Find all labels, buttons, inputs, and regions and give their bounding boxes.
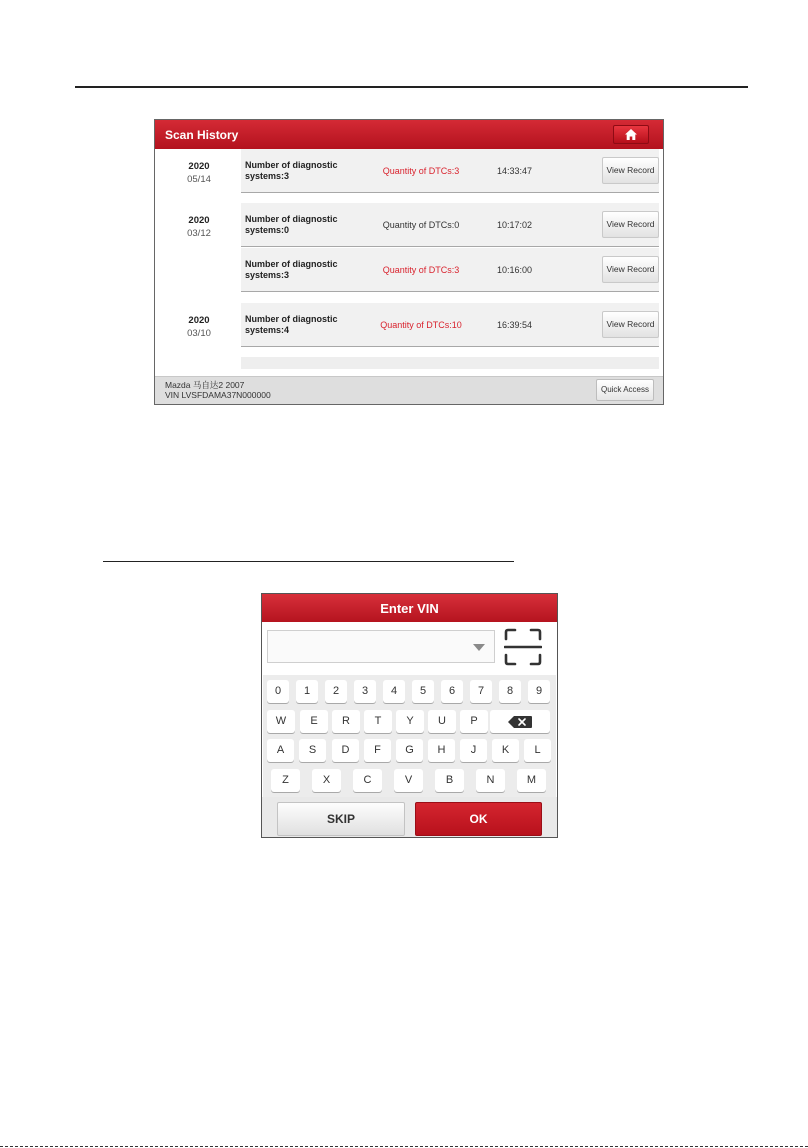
vin-input[interactable] <box>268 631 468 662</box>
key-a[interactable]: A <box>267 739 294 762</box>
home-icon <box>625 129 637 140</box>
vehicle-info <box>165 380 271 400</box>
record-time: 16:39:54 <box>497 320 533 330</box>
view-record-button[interactable]: View Record <box>602 311 659 338</box>
key-m[interactable]: M <box>517 769 546 792</box>
key-h[interactable]: H <box>428 739 455 762</box>
vin-dialog-header <box>262 594 557 622</box>
date-group-1 <box>159 161 239 185</box>
key-u[interactable]: U <box>428 710 456 733</box>
home-button[interactable] <box>613 125 649 144</box>
record-systems: Number of diagnostic systems:3 <box>245 160 338 181</box>
key-v[interactable]: V <box>394 769 423 792</box>
record-systems: Number of diagnostic systems:0 <box>245 214 338 235</box>
key-7[interactable]: 7 <box>470 680 492 703</box>
page-header-rule <box>75 86 748 88</box>
key-1[interactable]: 1 <box>296 680 318 703</box>
key-b[interactable]: B <box>435 769 464 792</box>
vin-dialog-actions <box>262 797 557 837</box>
key-x[interactable]: X <box>312 769 341 792</box>
key-3[interactable]: 3 <box>354 680 376 703</box>
key-w[interactable]: W <box>267 710 295 733</box>
view-record-button[interactable]: View Record <box>602 211 659 238</box>
key-r[interactable]: R <box>332 710 360 733</box>
key-k[interactable]: K <box>492 739 519 762</box>
key-z[interactable]: Z <box>271 769 300 792</box>
key-j[interactable]: J <box>460 739 487 762</box>
backspace-key[interactable] <box>490 710 550 733</box>
key-8[interactable]: 8 <box>499 680 521 703</box>
record-year: 2020 <box>188 215 210 226</box>
vin-dialog-title: Enter VIN <box>380 601 439 616</box>
record-time: 10:17:02 <box>497 220 533 230</box>
record-row <box>241 248 659 292</box>
key-d[interactable]: D <box>332 739 359 762</box>
chevron-down-icon[interactable] <box>473 644 485 651</box>
record-date: 05/14 <box>187 174 211 185</box>
view-record-button[interactable]: View Record <box>602 157 659 184</box>
record-row <box>241 303 659 347</box>
key-4[interactable]: 4 <box>383 680 405 703</box>
record-date: 03/10 <box>187 328 211 339</box>
record-dtcs: Quantity of DTCs:0 <box>382 220 460 230</box>
record-date: 03/12 <box>187 228 211 239</box>
key-p[interactable]: P <box>460 710 488 733</box>
section-rule <box>103 561 514 562</box>
key-f[interactable]: F <box>364 739 391 762</box>
key-t[interactable]: T <box>364 710 392 733</box>
record-systems: Number of diagnostic systems:3 <box>245 259 338 280</box>
skip-button[interactable]: SKIP <box>277 802 405 836</box>
page-bottom-rule <box>0 1146 808 1147</box>
key-2[interactable]: 2 <box>325 680 347 703</box>
key-e[interactable]: E <box>300 710 328 733</box>
vin-keyboard <box>263 675 556 797</box>
key-0[interactable]: 0 <box>267 680 289 703</box>
quick-access-button[interactable]: Quick Access <box>596 379 654 401</box>
date-group-2 <box>159 215 239 239</box>
backspace-icon <box>508 716 532 728</box>
date-group-3 <box>159 315 239 339</box>
scan-frame-icon[interactable] <box>504 628 542 666</box>
vin-combobox[interactable] <box>267 630 495 663</box>
scan-history-header <box>155 120 663 149</box>
key-5[interactable]: 5 <box>412 680 434 703</box>
vehicle-info-bar <box>155 376 663 404</box>
vehicle-model: Mazda 马自达2 2007 <box>165 380 245 390</box>
record-row <box>241 203 659 247</box>
record-dtcs: Quantity of DTCs:10 <box>380 320 462 330</box>
key-c[interactable]: C <box>353 769 382 792</box>
key-y[interactable]: Y <box>396 710 424 733</box>
ok-button[interactable]: OK <box>415 802 542 836</box>
key-6[interactable]: 6 <box>441 680 463 703</box>
vehicle-vin: VIN LVSFDAMA37N000000 <box>165 390 271 400</box>
key-9[interactable]: 9 <box>528 680 550 703</box>
record-year: 2020 <box>188 315 210 326</box>
record-systems: Number of diagnostic systems:4 <box>245 314 338 335</box>
key-g[interactable]: G <box>396 739 423 762</box>
key-s[interactable]: S <box>299 739 326 762</box>
view-record-button[interactable]: View Record <box>602 256 659 283</box>
record-time: 14:33:47 <box>497 166 533 176</box>
key-l[interactable]: L <box>524 739 551 762</box>
key-n[interactable]: N <box>476 769 505 792</box>
enter-vin-dialog <box>261 593 558 838</box>
record-dtcs: Quantity of DTCs:3 <box>382 166 460 176</box>
scan-record-list <box>155 149 663 376</box>
scan-history-screenshot <box>154 119 664 405</box>
record-row-partial <box>241 357 659 369</box>
record-time: 10:16:00 <box>497 265 533 275</box>
scan-history-title: Scan History <box>165 128 239 142</box>
record-dtcs: Quantity of DTCs:3 <box>382 265 460 275</box>
record-year: 2020 <box>188 161 210 172</box>
record-row <box>241 149 659 193</box>
